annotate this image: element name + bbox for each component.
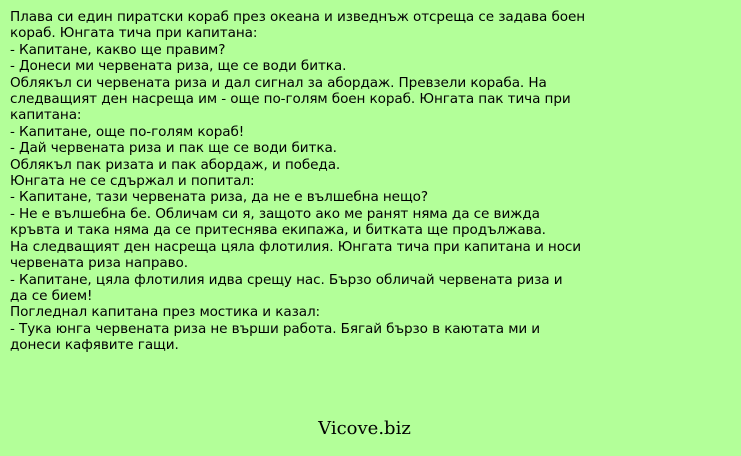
joke-line: На следващият ден насреща цяла флотилия. Юнгата тича при капитана и носи	[10, 238, 582, 255]
joke-line: кръвта и така няма да се притеснява екипажа, и битката ще продължава.	[10, 222, 546, 239]
joke-line: - Капитане, още по-голям кораб!	[10, 123, 245, 140]
joke-line: - Не е вълшебна бе. Обличам си я, защото ако ме ранят няма да се вижда	[10, 205, 540, 222]
joke-line: Погледнал капитана през мостика и казал:	[10, 304, 321, 321]
site-watermark: Vicove.biz	[318, 418, 411, 439]
joke-line: - Дай червената риза и пак ще се води битка.	[10, 140, 337, 157]
joke-line: - Донеси ми червената риза, ще се води битка.	[10, 58, 347, 75]
joke-line: червената риза направо.	[10, 255, 188, 272]
joke-line: кораб. Юнгата тича при капитана:	[10, 25, 258, 42]
joke-line: Облякъл си червената риза и дал сигнал за абордаж. Превзели кораба. На	[10, 74, 547, 91]
joke-text	[10, 9, 590, 354]
joke-line: - Тука юнга червената риза не върши работа. Бягай бързо в каютата ми и	[10, 320, 541, 337]
joke-line: да се бием!	[10, 287, 93, 304]
joke-line: донеси кафявите гащи.	[10, 337, 179, 354]
joke-line: Плава си един пиратски кораб през океана и изведнъж отсреща се задава боен	[10, 9, 586, 25]
joke-line: - Капитане, тази червената риза, да не е вълшебна нещо?	[10, 189, 428, 206]
joke-line: - Капитане, какво ще правим?	[10, 41, 226, 58]
joke-line: - Капитане, цяла флотилия идва срещу нас. Бързо обличай червената риза и	[10, 271, 563, 288]
joke-line: следващият ден насреща им - още по-голям боен кораб. Юнгата пак тича при	[10, 91, 571, 108]
joke-line: Облякъл пак ризата и пак абордаж, и победа.	[10, 156, 341, 173]
joke-line: капитана:	[10, 107, 82, 124]
joke-line: Юнгата не се сдържал и попитал:	[10, 173, 255, 190]
